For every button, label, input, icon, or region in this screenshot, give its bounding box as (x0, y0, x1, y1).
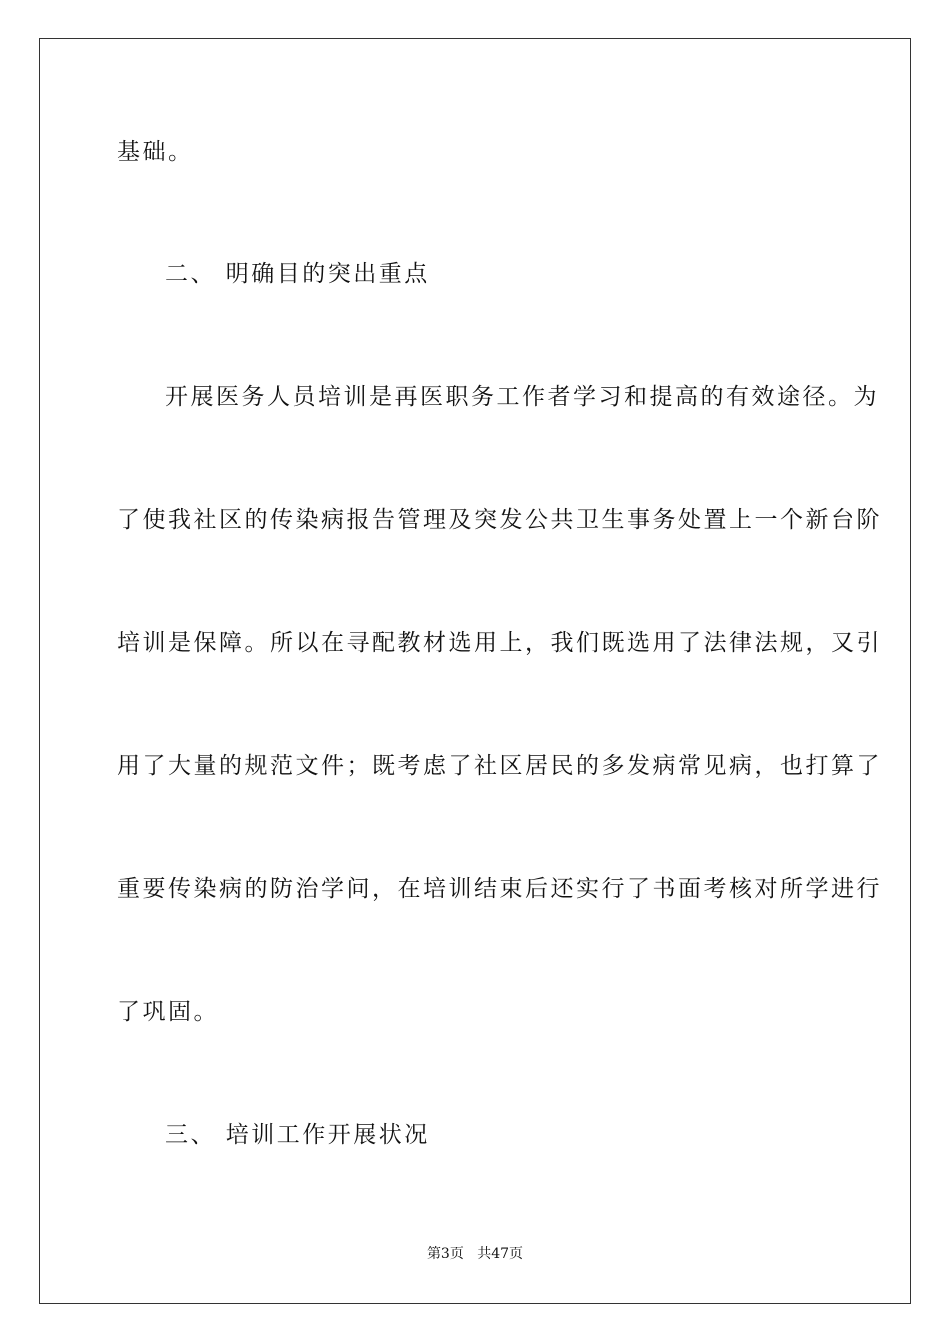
page-border (39, 38, 911, 1304)
section-heading: 三、 培训工作开展状况 (165, 1122, 430, 1148)
text-line: 了使我社区的传染病报告管理及突发公共卫生事务处置上一个新台阶 (117, 507, 882, 533)
text-line: 用了大量的规范文件；既考虑了社区居民的多发病常见病，也打算了 (117, 753, 882, 779)
text-line: 基础。 (117, 139, 194, 165)
text-line: 开展医务人员培训是再医职务工作者学习和提高的有效途径。为 (165, 384, 879, 410)
page-total: 共47页 (477, 1246, 524, 1262)
text-line: 了巩固。 (117, 999, 219, 1025)
text-line: 培训是保障。所以在寻配教材选用上，我们既选用了法律法规，又引 (117, 630, 882, 656)
page-footer (0, 1244, 950, 1264)
text-line: 重要传染病的防治学问，在培训结束后还实行了书面考核对所学进行 (117, 876, 882, 902)
page-number: 第3页 (426, 1246, 464, 1262)
section-heading: 二、 明确目的突出重点 (165, 261, 430, 287)
